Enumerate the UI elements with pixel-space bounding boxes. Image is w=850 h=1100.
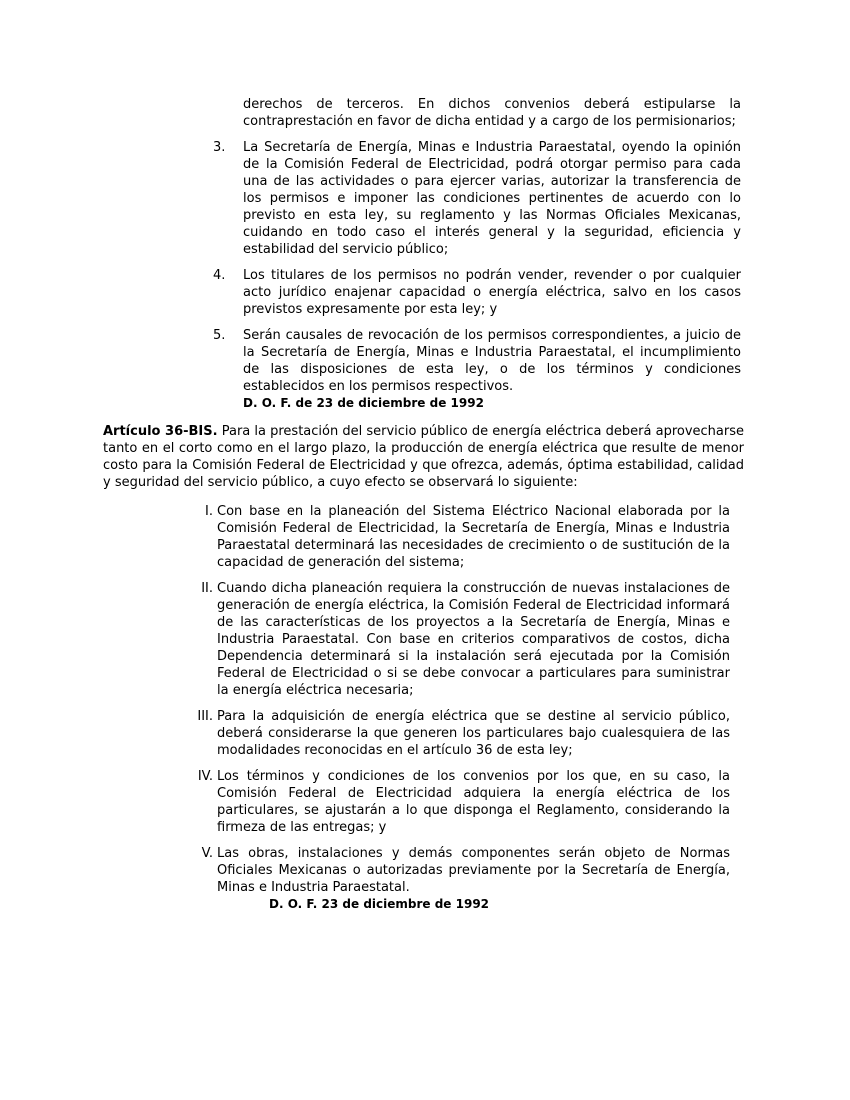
roman-item-iv (0, 768, 850, 836)
roman-item-v (0, 845, 850, 896)
item-number: II. (201, 581, 213, 596)
item-number: III. (197, 709, 213, 724)
article-36bis-text: Para la prestación del servicio público de energía eléctrica deberá aprovecharse tanto en el corto como en el largo plazo, la producción de energía eléctrica que resulte de menor costo para la Comisión Federal de Electricidad y que ofrezca, además, óptima estabilidad, calidad y seguridad del servicio público, a cuyo efecto se observará lo siguiente: (103, 424, 744, 490)
item-number: 3. (213, 140, 226, 155)
roman-item-i (0, 503, 850, 571)
dof-reference-1: D. O. F. de 23 de diciembre de 1992 (243, 396, 484, 410)
item-text: Los términos y condiciones de los convenios por los que, en su caso, la Comisión Federal de Electricidad adquiera la energía eléctrica de los particulares, se ajustarán a lo que disponga el Reglamento, considerando la firmeza de las entregas; y (217, 769, 730, 835)
item-number: 4. (213, 268, 226, 283)
continuation-paragraph: derechos de terceros. En dichos convenios deberá estipularse la contraprestación en favor de dicha entidad y a cargo de los permisionarios; (243, 97, 741, 129)
item-text: Serán causales de revocación de los permisos correspondientes, a juicio de la Secretaría de Energía, Minas e Industria Paraestatal, el incumplimiento de las disposiciones de esta ley, o de los términos y condiciones establecidos en los permisos respectivos. (243, 328, 741, 394)
item-number: 5. (213, 328, 226, 343)
item-text: Los titulares de los permisos no podrán vender, revender o por cualquier acto jurídico enajenar capacidad o energía eléctrica, salvo en los casos previstos expresamente por esta ley; y (243, 268, 741, 317)
roman-item-iii (0, 708, 850, 759)
item-text: La Secretaría de Energía, Minas e Industria Paraestatal, oyendo la opinión de la Comisión Federal de Electricidad, podrá otorgar permiso para cada una de las actividades o para ejercer varias, autorizar la transferencia de los permisos e imponer las condiciones pertinentes de acuerdo con lo previsto en esta ley, su reglamento y las Normas Oficiales Mexicanas, cuidando en todo caso el interés general y la seguridad, eficiencia y estabilidad del servicio público; (243, 140, 741, 257)
numbered-item-3 (0, 139, 850, 258)
article-36bis-paragraph (103, 423, 744, 491)
article-36bis-label: Artículo 36-BIS. (103, 424, 218, 439)
roman-item-ii (0, 580, 850, 699)
numbered-item-4 (0, 267, 850, 318)
item-text: Para la adquisición de energía eléctrica que se destine al servicio público, deberá considerarse la que generen los particulares bajo cualesquiera de las modalidades reconocidas en el artículo 36 de esta ley; (217, 709, 730, 758)
item-number: IV. (197, 769, 213, 784)
item-number: V. (201, 846, 213, 861)
item-text: Con base en la planeación del Sistema Eléctrico Nacional elaborada por la Comisión Federal de Electricidad, la Secretaría de Energía, Minas e Industria Paraestatal determinará las necesidades de crecimiento o de sustitución de la capacidad de generación del sistema; (217, 504, 730, 570)
item-text: Cuando dicha planeación requiera la construcción de nuevas instalaciones de generación de energía eléctrica, la Comisión Federal de Electricidad informará de las características de los proyectos a la Secretaría de Energía, Minas e Industria Paraestatal. Con base en criterios comparativos de costos, dicha Dependencia determinará si la instalación será ejecutada por la Comisión Federal de Electricidad o si se debe convocar a particulares para suministrar la energía eléctrica necesaria; (217, 581, 730, 698)
dof-reference-2: D. O. F. 23 de diciembre de 1992 (269, 897, 490, 911)
numbered-item-5 (0, 327, 850, 395)
item-number: I. (205, 504, 213, 519)
item-text: Las obras, instalaciones y demás componentes serán objeto de Normas Oficiales Mexicanas o autorizadas previamente por la Secretaría de Energía, Minas e Industria Paraestatal. (217, 846, 730, 895)
